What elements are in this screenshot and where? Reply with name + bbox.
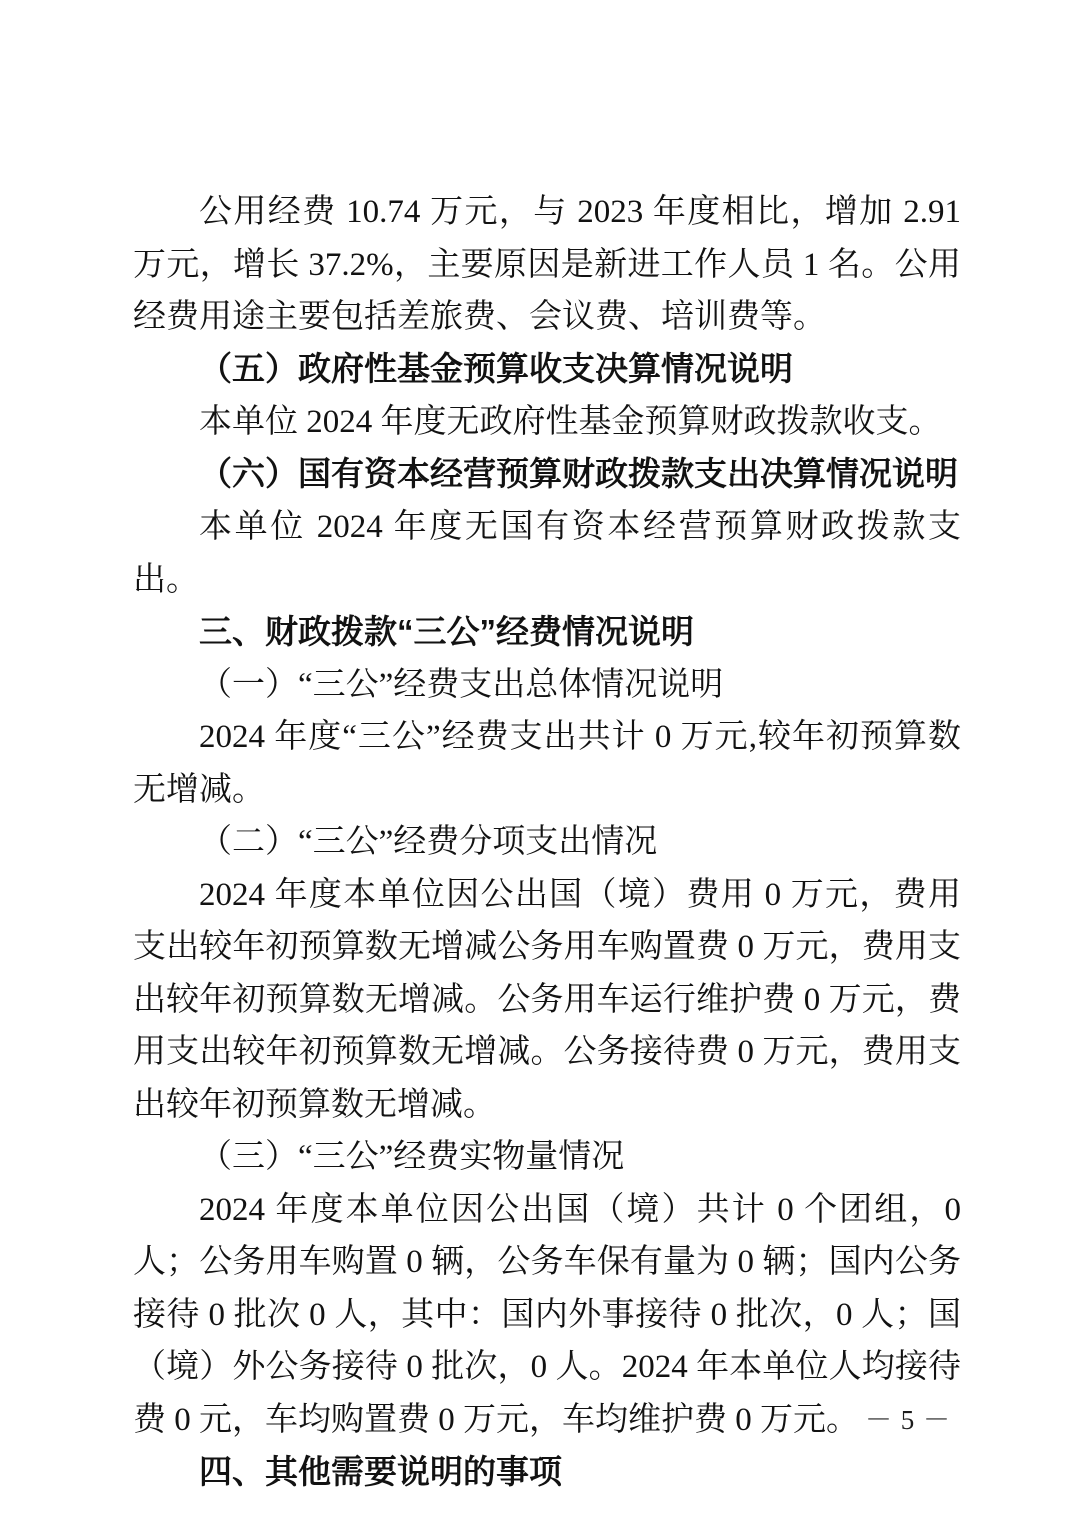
body-paragraph-overall-spending: 2024 年度“三公”经费支出共计 0 万元,较年初预算数无增减。 <box>133 719 961 808</box>
chapter-heading-3-three-public-funds: 三、财政拨款“三公”经费情况说明 <box>199 613 694 650</box>
chapter-heading-4-other-matters: 四、其他需要说明的事项 <box>199 1453 562 1490</box>
document-body <box>133 186 961 1499</box>
section-heading-3-physical-quantity: （三）“三公”经费实物量情况 <box>199 1139 625 1175</box>
section-heading-1-overall-spending: （一）“三公”经费支出总体情况说明 <box>199 666 724 703</box>
section-heading-6-state-capital: （六）国有资本经营预算财政拨款支出决算情况说明 <box>199 456 958 493</box>
body-paragraph-public-funds: 公用经费 10.74 万元，与 2023 年度相比，增加 2.91 万元，增长 37.2%，主要原因是新进工作人员 1 名。公用经费用途主要包括差旅费、会议费、培训费等。 <box>133 194 961 335</box>
section-heading-5-gov-fund-budget: （五）政府性基金预算收支决算情况说明 <box>199 351 793 388</box>
body-paragraph-itemized-spending: 2024 年度本单位因公出国（境）费用 0 万元，费用支出较年初预算数无增减公务用车购置费 0 万元，费用支出较年初预算数无增减。公务用车运行维护费 0 万元，费用支出较年初预算数无增减。公务接待费 0 万元，费用支出较年初预算数无增减。 <box>133 876 961 1123</box>
page-number: － 5 － <box>865 1405 951 1435</box>
body-paragraph-state-capital: 本单位 2024 年度无国有资本经营预算财政拨款支出。 <box>133 509 961 598</box>
body-paragraph-gov-fund-budget: 本单位 2024 年度无政府性基金预算财政拨款收支。 <box>199 404 942 440</box>
section-heading-2-itemized-spending: （二）“三公”经费分项支出情况 <box>199 824 658 860</box>
body-paragraph-physical-quantity: 2024 年度本单位因公出国（境）共计 0 个团组，0 人；公务用车购置 0 辆，公务车保有量为 0 辆；国内公务接待 0 批次 0 人，其中：国内外事接待 0 批次，0 人；国（境）外公务接待 0 批次，0 人。2024 年本单位人均接待费 0 元，车均购置费 0 万元，车均维护费 0 万元。 <box>133 1191 962 1438</box>
